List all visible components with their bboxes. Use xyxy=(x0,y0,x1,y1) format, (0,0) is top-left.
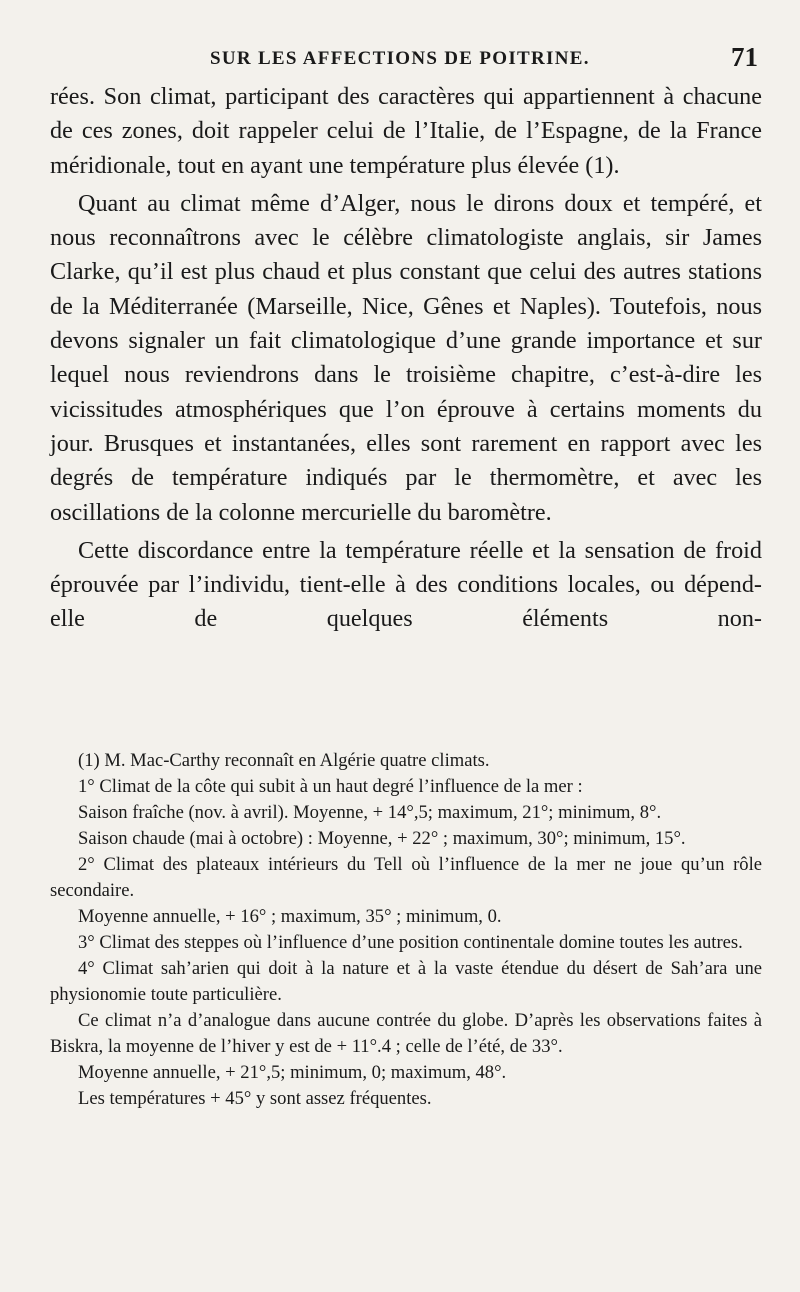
footnote-line: 3° Climat des steppes où l’influence d’une position continentale domine toutes les autres. xyxy=(78,932,743,953)
book-page xyxy=(50,30,762,1270)
paragraph: rées. Son climat, participant des caractères qui appartiennent à chacune de ces zones, doit rappeler celui de l’Italie, de l’Espagne, de la France méridionale, tout en ayant une température plus élevée (1). xyxy=(50,83,762,179)
main-text xyxy=(50,80,762,637)
paragraph: Cette discordance entre la température réelle et la sensation de froid éprouvée par l’individu, tient-elle à des conditions locales, ou dépend-elle de quelques éléments non- xyxy=(50,536,762,633)
footnote-line: Moyenne annuelle, + 21°,5; minimum, 0; maximum, 48°. xyxy=(78,1062,507,1083)
footnote-line: 4° Climat sah’arien qui doit à la nature et à la vaste étendue du désert de Sah’ara une physionomie toute particulière. xyxy=(50,958,762,1005)
footnote-line: Saison fraîche (nov. à avril). Moyenne, + 14°,5; maximum, 21°; minimum, 8°. xyxy=(78,802,662,823)
footnote-line: 2° Climat des plateaux intérieurs du Tell où l’influence de la mer ne joue qu’un rôle secondaire. xyxy=(50,854,762,901)
page-number: 71 xyxy=(731,42,758,72)
footnotes xyxy=(50,748,762,1112)
footnote-line: 1° Climat de la côte qui subit à un haut degré l’influence de la mer : xyxy=(78,776,583,797)
footnote-line: (1) M. Mac-Carthy reconnaît en Algérie quatre climats. xyxy=(78,750,490,771)
footnote-line: Moyenne annuelle, + 16° ; maximum, 35° ; minimum, 0. xyxy=(78,906,502,927)
footnote-line: Ce climat n’a d’analogue dans aucune contrée du globe. D’après les observations faites à Biskra, la moyenne de l’hiver y est de + 11°.4 ; celle de l’été, de 33°. xyxy=(50,1010,762,1057)
page-header xyxy=(50,40,762,80)
footnote-line: Les températures + 45° y sont assez fréquentes. xyxy=(78,1088,432,1109)
footnote-line: Saison chaude (mai à octobre) : Moyenne, + 22° ; maximum, 30°; minimum, 15°. xyxy=(78,828,686,849)
paragraph: Quant au climat même d’Alger, nous le dirons doux et tempéré, et nous reconnaîtrons avec le célèbre climatologiste anglais, sir James Clarke, qu’il est plus chaud et plus constant que celui des autres stations de la Méditerranée (Marseille, Nice, Gênes et Naples). Toutefois, nous devons signaler un fait climatologique d’une grande importance et sur lequel nous reviendrons dans le troisième chapitre, c’est-à-dire les vicissitudes atmosphériques que l’on éprouve à certains moments du jour. Brusques et instantanées, elles sont rarement en rapport avec les degrés de température indiqués par le thermomètre, et avec les oscillations de la colonne mercurielle du baromètre. xyxy=(50,189,762,526)
running-head: SUR LES AFFECTIONS DE POITRINE. xyxy=(210,48,590,69)
